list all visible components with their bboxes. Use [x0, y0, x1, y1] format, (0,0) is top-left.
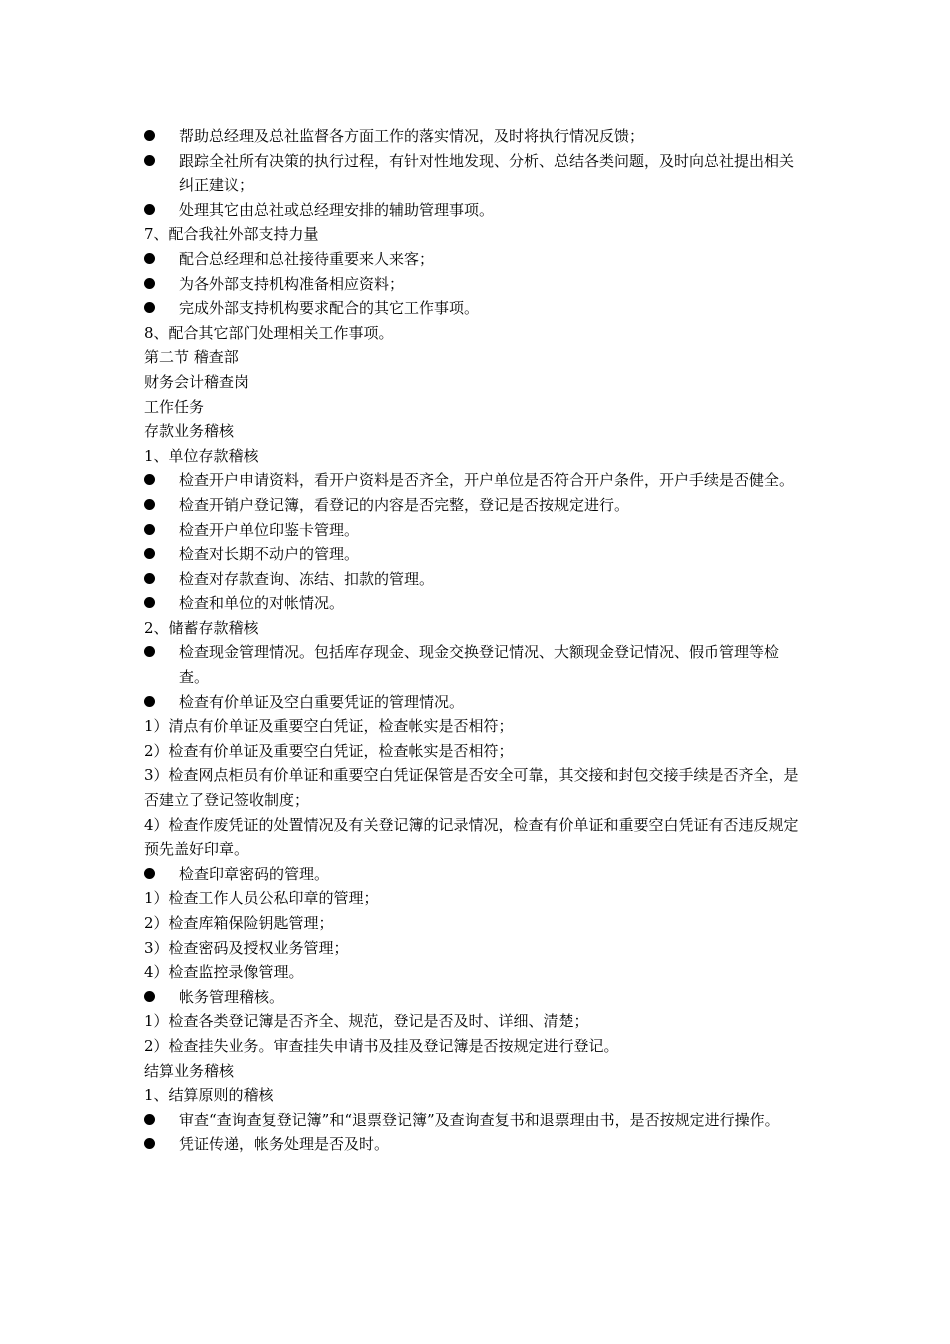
bullet-item — [144, 198, 808, 223]
bullet-item — [144, 542, 808, 567]
chapter-heading: 第二节 稽查部 — [144, 348, 239, 367]
bullet-text: 检查对长期不动户的管理。 — [179, 545, 360, 564]
bullet-icon — [144, 204, 155, 215]
numbered-paragraph: 1）检查各类登记簿是否齐全、规范，登记是否及时、详细、清楚； — [144, 1012, 589, 1031]
bullet-text: 检查和单位的对帐情况。 — [179, 594, 345, 613]
bullet-text: 检查现金管理情况。包括库存现金、现金交换登记情况、大额现金登记情况、假币管理等检查。 — [179, 643, 780, 687]
bullet-text: 为各外部支持机构准备相应资料； — [179, 274, 405, 293]
bullet-item — [144, 640, 808, 689]
bullet-icon — [144, 1138, 155, 1149]
numbered-paragraph: 3）检查密码及授权业务管理； — [144, 938, 349, 957]
bullet-item — [144, 296, 808, 321]
numbered-heading: 1、单位存款稽核 — [144, 446, 259, 465]
numbered-heading: 1、结算原则的稽核 — [144, 1086, 274, 1105]
bullet-text: 凭证传递，帐务处理是否及时。 — [179, 1135, 390, 1154]
bullet-icon — [144, 573, 155, 584]
numbered-heading: 2、储蓄存款稽核 — [144, 618, 259, 637]
bullet-item — [144, 468, 808, 493]
bullet-icon — [144, 302, 155, 313]
bullet-icon — [144, 696, 155, 707]
bullet-icon — [144, 499, 155, 510]
numbered-paragraph: 2）检查挂失业务。审查挂失申请书及挂及登记簿是否按规定进行登记。 — [144, 1036, 619, 1055]
bullet-text: 完成外部支持机构要求配合的其它工作事项。 — [179, 299, 480, 318]
bullet-text: 配合总经理和总社接待重要来人来客； — [179, 249, 435, 268]
bullet-item — [144, 591, 808, 616]
bullet-text: 跟踪全社所有决策的执行过程，有针对性地发现、分析、总结各类问题，及时向总社提出相关纠正建议； — [179, 151, 795, 195]
bullet-item — [144, 247, 808, 272]
subsection-heading: 结算业务稽核 — [144, 1061, 235, 1080]
bullet-text: 帮助总经理及总社监督各方面工作的落实情况，及时将执行情况反馈； — [179, 127, 645, 145]
numbered-paragraph: 1）清点有价单证及重要空白凭证，检查帐实是否相符； — [144, 717, 514, 736]
bullet-item — [144, 1132, 808, 1157]
document-body — [144, 124, 808, 1157]
bullet-icon — [144, 991, 155, 1002]
bullet-text: 审查“查询查复登记簿”和“退票登记簿”及查询查复书和退票理由书，是否按规定进行操作。 — [179, 1110, 780, 1129]
bullet-icon — [144, 524, 155, 535]
bullet-text: 检查开销户登记簿，看登记的内容是否完整，登记是否按规定进行。 — [179, 495, 630, 514]
bullet-icon — [144, 646, 155, 657]
bullet-text: 处理其它由总社或总经理安排的辅助管理事项。 — [179, 200, 495, 219]
section-heading: 7、配合我社外部支持力量 — [144, 225, 319, 244]
bullet-icon — [144, 253, 155, 264]
numbered-paragraph: 1）检查工作人员公私印章的管理； — [144, 889, 379, 908]
numbered-paragraph: 3）检查网点柜员有价单证和重要空白凭证保管是否安全可靠，其交接和封包交接手续是否齐全，是否建立了登记签收制度； — [144, 766, 799, 810]
bullet-icon — [144, 868, 155, 879]
bullet-item — [144, 518, 808, 543]
bullet-icon — [144, 155, 155, 166]
bullet-item — [144, 149, 808, 198]
bullet-icon — [144, 130, 155, 141]
numbered-paragraph: 4）检查作废凭证的处置情况及有关登记簿的记录情况，检查有价单证和重要空白凭证有否违反规定预先盖好印章。 — [144, 815, 799, 859]
subsection-heading: 存款业务稽核 — [144, 422, 235, 441]
bullet-item — [144, 272, 808, 297]
bullet-text: 检查对存款查询、冻结、扣款的管理。 — [179, 569, 435, 588]
bullet-icon — [144, 278, 155, 289]
bullet-text: 检查印章密码的管理。 — [179, 864, 330, 883]
bullet-text: 检查有价单证及空白重要凭证的管理情况。 — [179, 692, 465, 711]
bullet-icon — [144, 474, 155, 485]
bullet-text: 检查开户申请资料，看开户资料是否齐全，开户单位是否符合开户条件，开户手续是否健全。 — [179, 471, 795, 490]
position-heading: 财务会计稽查岗 — [144, 372, 250, 391]
bullet-item — [144, 690, 808, 715]
numbered-paragraph: 2）检查库箱保险钥匙管理； — [144, 914, 334, 932]
task-heading: 工作任务 — [144, 397, 205, 416]
bullet-text: 帐务管理稽核。 — [179, 987, 285, 1006]
bullet-item — [144, 567, 808, 592]
bullet-item — [144, 1108, 808, 1133]
bullet-text: 检查开户单位印鉴卡管理。 — [179, 520, 360, 539]
bullet-item — [144, 985, 808, 1010]
numbered-paragraph: 4）检查监控录像管理。 — [144, 963, 304, 982]
section-heading: 8、配合其它部门处理相关工作事项。 — [144, 323, 394, 342]
bullet-item — [144, 124, 808, 149]
bullet-item — [144, 493, 808, 518]
numbered-paragraph: 2）检查有价单证及重要空白凭证，检查帐实是否相符； — [144, 741, 514, 760]
bullet-icon — [144, 597, 155, 608]
bullet-icon — [144, 1114, 155, 1125]
bullet-icon — [144, 548, 155, 559]
bullet-item — [144, 862, 808, 887]
